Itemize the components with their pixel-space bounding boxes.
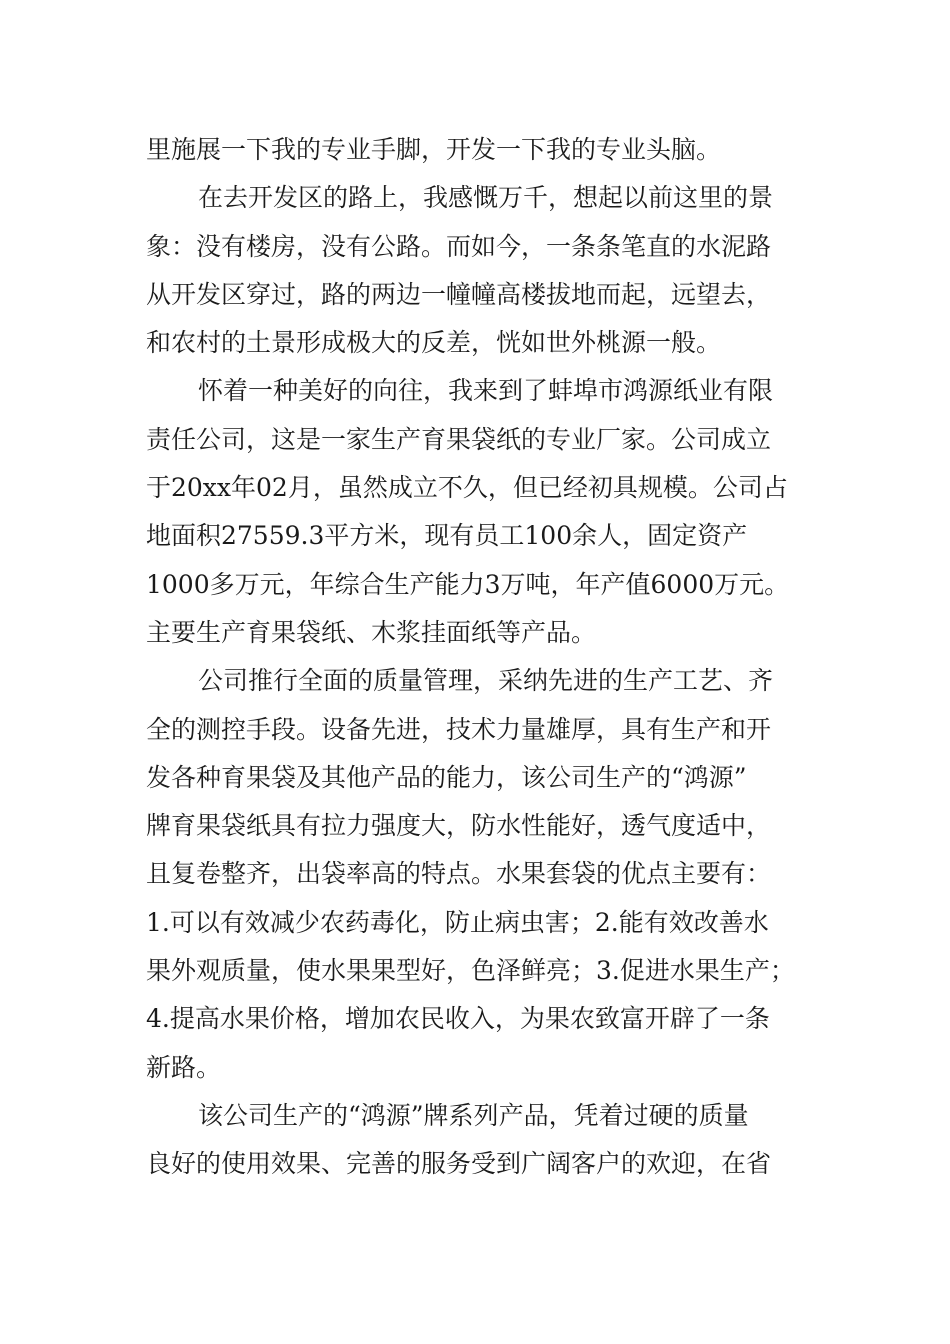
document-body — [146, 126, 816, 1189]
text-line: 1.可以有效减少农药毒化，防止病虫害；2.能有效改善水 — [146, 907, 769, 937]
text-line: 发各种育果袋及其他产品的能力，该公司生产的“鸿源” — [146, 762, 747, 792]
text-line: 公司推行全面的质量管理，采纳先进的生产工艺、齐 — [198, 666, 774, 696]
text-line: 果外观质量，使水果果型好，色泽鲜亮；3.促进水果生产； — [146, 956, 795, 986]
text-line: 怀着一种美好的向往，我来到了蚌埠市鸿源纸业有限 — [198, 376, 774, 406]
text-line: 1000多万元，年综合生产能力3万吨，年产值6000万元。 — [146, 569, 790, 599]
text-line: 4.提高水果价格，增加农民收入，为果农致富开辟了一条 — [146, 1004, 770, 1034]
text-line: 该公司生产的“鸿源”牌系列产品，凭着过硬的质量 — [198, 1100, 749, 1130]
text-line: 地面积27559.3平方米，现有员工100余人，固定资产 — [146, 521, 748, 551]
text-line: 里施展一下我的专业手脚，开发一下我的专业头脑。 — [146, 135, 722, 164]
text-line: 和农村的土景形成极大的反差，恍如世外桃源一般。 — [146, 328, 722, 358]
text-line: 新路。 — [146, 1052, 222, 1082]
text-line: 全的测控手段。设备先进，技术力量雄厚，具有生产和开 — [146, 714, 772, 744]
text-line: 责任公司，这是一家生产育果袋纸的专业厂家。公司成立 — [146, 424, 772, 454]
text-line: 象：没有楼房，没有公路。而如今，一条条笔直的水泥路 — [146, 231, 772, 261]
text-line: 良好的使用效果、完善的服务受到广阔客户的欢迎，在省 — [146, 1149, 772, 1179]
text-line: 牌育果袋纸具有拉力强度大，防水性能好，透气度适中， — [146, 811, 772, 841]
text-line: 于20xx年02月，虽然成立不久，但已经初具规模。公司占 — [146, 473, 788, 503]
text-line: 在去开发区的路上，我感慨万千，想起以前这里的景 — [198, 183, 774, 213]
text-line: 且复卷整齐，出袋率高的特点。水果套袋的优点主要有： — [146, 859, 772, 889]
text-line: 从开发区穿过，路的两边一幢幢高楼拔地而起，远望去， — [146, 279, 772, 309]
text-line: 主要生产育果袋纸、木浆挂面纸等产品。 — [146, 617, 597, 647]
